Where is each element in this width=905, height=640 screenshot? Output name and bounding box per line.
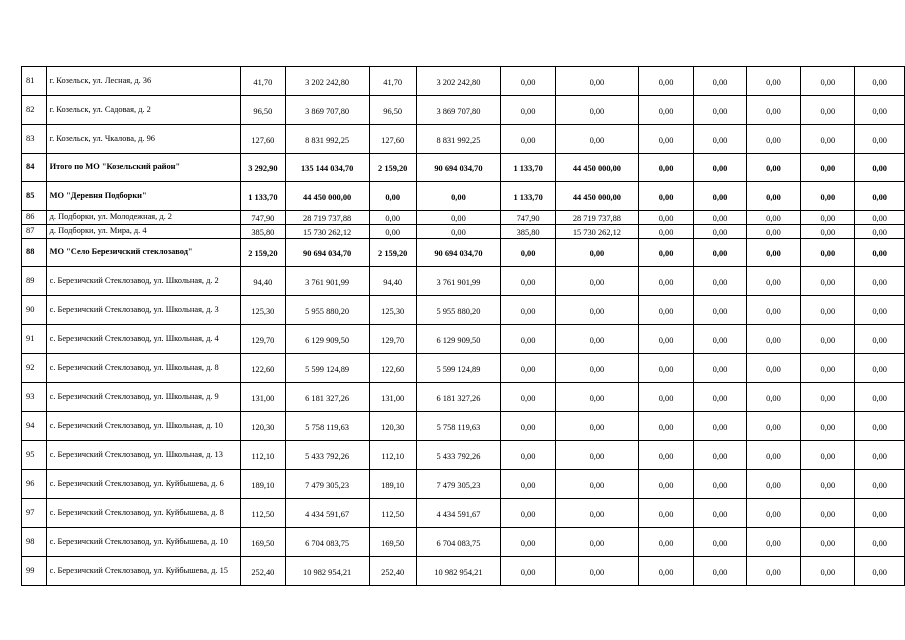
- cell-cost-b: 0,00: [556, 125, 639, 154]
- cell-cost-total: 5 433 792,26: [285, 441, 369, 470]
- cell-area-b: 0,00: [501, 96, 556, 125]
- cell-address: с. Березичский Стеклозавод, ул. Школьная, д. 4: [46, 325, 240, 354]
- cell-area-a: 112,10: [369, 441, 416, 470]
- cell-row-number: 93: [22, 383, 47, 412]
- cell-col-13: 0,00: [855, 499, 905, 528]
- cell-col-12: 0,00: [801, 182, 855, 211]
- cell-cost-a: 5 433 792,26: [416, 441, 500, 470]
- cell-col-13: 0,00: [855, 412, 905, 441]
- cell-col-9: 0,00: [638, 499, 694, 528]
- cell-cost-a: 90 694 034,70: [416, 154, 500, 182]
- cell-address: с. Березичский Стеклозавод, ул. Куйбышева, д. 8: [46, 499, 240, 528]
- cell-cost-b: 0,00: [556, 239, 639, 267]
- cell-area-b: 0,00: [501, 412, 556, 441]
- cell-cost-total: 6 704 083,75: [285, 528, 369, 557]
- cell-row-number: 88: [22, 239, 47, 267]
- cell-col-13: 0,00: [855, 383, 905, 412]
- cell-col-13: 0,00: [855, 354, 905, 383]
- cell-area-b: 1 133,70: [501, 182, 556, 211]
- cell-col-9: 0,00: [638, 296, 694, 325]
- cell-address: д. Подборки, ул. Молодежная, д. 2: [46, 211, 240, 225]
- cell-cost-a: 3 869 707,80: [416, 96, 500, 125]
- cell-area-total: 96,50: [241, 96, 285, 125]
- cell-address: с. Березичский Стеклозавод, ул. Школьная, д. 13: [46, 441, 240, 470]
- cell-col-13: 0,00: [855, 239, 905, 267]
- cell-col-13: 0,00: [855, 267, 905, 296]
- cell-area-a: 125,30: [369, 296, 416, 325]
- cell-col-10: 0,00: [694, 96, 746, 125]
- cell-area-b: 0,00: [501, 499, 556, 528]
- cell-cost-a: 10 982 954,21: [416, 557, 500, 586]
- cell-area-b: 0,00: [501, 325, 556, 354]
- cell-area-b: 0,00: [501, 125, 556, 154]
- cell-col-11: 0,00: [746, 528, 801, 557]
- cell-col-11: 0,00: [746, 383, 801, 412]
- table-body: [22, 67, 905, 586]
- cell-cost-b: 44 450 000,00: [556, 182, 639, 211]
- cell-col-13: 0,00: [855, 528, 905, 557]
- cell-col-9: 0,00: [638, 528, 694, 557]
- cell-area-b: 385,80: [501, 225, 556, 239]
- cell-col-12: 0,00: [801, 412, 855, 441]
- cell-col-11: 0,00: [746, 296, 801, 325]
- cell-cost-b: 0,00: [556, 267, 639, 296]
- cell-area-total: 385,80: [241, 225, 285, 239]
- cell-area-total: 125,30: [241, 296, 285, 325]
- cell-cost-a: 7 479 305,23: [416, 470, 500, 499]
- cell-col-13: 0,00: [855, 154, 905, 182]
- cell-address: г. Козельск, ул. Лесная, д. 36: [46, 67, 240, 96]
- cell-cost-total: 6 129 909,50: [285, 325, 369, 354]
- cell-area-b: 0,00: [501, 67, 556, 96]
- cell-address: с. Березичский Стеклозавод, ул. Школьная, д. 3: [46, 296, 240, 325]
- table-row: [22, 557, 905, 586]
- cell-col-10: 0,00: [694, 499, 746, 528]
- cell-cost-a: 5 599 124,89: [416, 354, 500, 383]
- cell-col-12: 0,00: [801, 67, 855, 96]
- cell-area-a: 41,70: [369, 67, 416, 96]
- cell-cost-total: 5 955 880,20: [285, 296, 369, 325]
- cell-cost-a: 6 129 909,50: [416, 325, 500, 354]
- cell-col-13: 0,00: [855, 96, 905, 125]
- cell-row-number: 96: [22, 470, 47, 499]
- cell-row-number: 90: [22, 296, 47, 325]
- cell-col-9: 0,00: [638, 211, 694, 225]
- cell-col-11: 0,00: [746, 499, 801, 528]
- cell-col-13: 0,00: [855, 557, 905, 586]
- cell-col-10: 0,00: [694, 441, 746, 470]
- cell-col-10: 0,00: [694, 557, 746, 586]
- cell-col-11: 0,00: [746, 354, 801, 383]
- cell-col-9: 0,00: [638, 325, 694, 354]
- cell-col-11: 0,00: [746, 325, 801, 354]
- table-row: [22, 412, 905, 441]
- cell-area-a: 120,30: [369, 412, 416, 441]
- cell-col-10: 0,00: [694, 325, 746, 354]
- cell-address: д. Подборки, ул. Мира, д. 4: [46, 225, 240, 239]
- cell-area-total: 122,60: [241, 354, 285, 383]
- cell-col-13: 0,00: [855, 211, 905, 225]
- cell-col-11: 0,00: [746, 211, 801, 225]
- cell-cost-a: 0,00: [416, 182, 500, 211]
- cell-col-10: 0,00: [694, 125, 746, 154]
- cell-cost-total: 3 202 242,80: [285, 67, 369, 96]
- table-row: [22, 211, 905, 225]
- cell-row-number: 82: [22, 96, 47, 125]
- cell-row-number: 87: [22, 225, 47, 239]
- cell-col-12: 0,00: [801, 211, 855, 225]
- cell-cost-b: 15 730 262,12: [556, 225, 639, 239]
- cell-area-total: 127,60: [241, 125, 285, 154]
- cell-cost-total: 7 479 305,23: [285, 470, 369, 499]
- cell-cost-a: 6 704 083,75: [416, 528, 500, 557]
- cell-area-b: 0,00: [501, 354, 556, 383]
- cell-cost-a: 5 758 119,63: [416, 412, 500, 441]
- cell-row-number: 97: [22, 499, 47, 528]
- cell-col-9: 0,00: [638, 267, 694, 296]
- cell-col-10: 0,00: [694, 470, 746, 499]
- cell-col-13: 0,00: [855, 125, 905, 154]
- cell-address: г. Козельск, ул. Чкалова, д. 96: [46, 125, 240, 154]
- cell-cost-a: 8 831 992,25: [416, 125, 500, 154]
- table-row: [22, 96, 905, 125]
- table-row: [22, 528, 905, 557]
- housing-program-table: [21, 66, 905, 586]
- cell-cost-b: 0,00: [556, 296, 639, 325]
- cell-cost-total: 10 982 954,21: [285, 557, 369, 586]
- cell-col-13: 0,00: [855, 470, 905, 499]
- cell-col-9: 0,00: [638, 239, 694, 267]
- table-row: [22, 67, 905, 96]
- cell-cost-b: 0,00: [556, 96, 639, 125]
- cell-area-total: 120,30: [241, 412, 285, 441]
- cell-cost-b: 0,00: [556, 383, 639, 412]
- cell-area-b: 0,00: [501, 267, 556, 296]
- cell-cost-total: 90 694 034,70: [285, 239, 369, 267]
- cell-col-9: 0,00: [638, 125, 694, 154]
- cell-cost-total: 5 758 119,63: [285, 412, 369, 441]
- cell-area-a: 112,50: [369, 499, 416, 528]
- cell-row-number: 94: [22, 412, 47, 441]
- table-row: [22, 470, 905, 499]
- cell-address: с. Березичский Стеклозавод, ул. Школьная, д. 10: [46, 412, 240, 441]
- cell-area-total: 41,70: [241, 67, 285, 96]
- cell-area-b: 0,00: [501, 239, 556, 267]
- cell-cost-b: 0,00: [556, 412, 639, 441]
- cell-address: с. Березичский Стеклозавод, ул. Куйбышева, д. 6: [46, 470, 240, 499]
- cell-area-total: 112,50: [241, 499, 285, 528]
- cell-address: с. Березичский Стеклозавод, ул. Куйбышева, д. 15: [46, 557, 240, 586]
- cell-col-9: 0,00: [638, 383, 694, 412]
- cell-address: Итого по МО "Козельский район": [46, 154, 240, 182]
- cell-col-12: 0,00: [801, 125, 855, 154]
- cell-col-9: 0,00: [638, 354, 694, 383]
- cell-col-12: 0,00: [801, 96, 855, 125]
- cell-address: с. Березичский Стеклозавод, ул. Школьная, д. 9: [46, 383, 240, 412]
- cell-col-10: 0,00: [694, 211, 746, 225]
- cell-area-a: 0,00: [369, 182, 416, 211]
- table-row: [22, 154, 905, 182]
- cell-col-12: 0,00: [801, 528, 855, 557]
- cell-area-total: 169,50: [241, 528, 285, 557]
- cell-col-11: 0,00: [746, 225, 801, 239]
- cell-col-10: 0,00: [694, 239, 746, 267]
- cell-col-10: 0,00: [694, 154, 746, 182]
- cell-col-10: 0,00: [694, 383, 746, 412]
- cell-area-b: 0,00: [501, 296, 556, 325]
- cell-address: с. Березичский Стеклозавод, ул. Школьная, д. 8: [46, 354, 240, 383]
- cell-cost-a: 3 761 901,99: [416, 267, 500, 296]
- cell-area-a: 96,50: [369, 96, 416, 125]
- table-row: [22, 383, 905, 412]
- cell-col-9: 0,00: [638, 225, 694, 239]
- cell-area-a: 0,00: [369, 225, 416, 239]
- cell-col-10: 0,00: [694, 67, 746, 96]
- cell-cost-b: 0,00: [556, 441, 639, 470]
- cell-area-a: 0,00: [369, 211, 416, 225]
- cell-col-12: 0,00: [801, 267, 855, 296]
- cell-cost-b: 0,00: [556, 528, 639, 557]
- cell-col-11: 0,00: [746, 412, 801, 441]
- cell-col-9: 0,00: [638, 557, 694, 586]
- cell-cost-b: 0,00: [556, 354, 639, 383]
- cell-area-total: 112,10: [241, 441, 285, 470]
- cell-area-a: 131,00: [369, 383, 416, 412]
- table-row: [22, 267, 905, 296]
- table-row: [22, 441, 905, 470]
- cell-col-9: 0,00: [638, 441, 694, 470]
- cell-col-10: 0,00: [694, 412, 746, 441]
- cell-area-a: 2 159,20: [369, 239, 416, 267]
- cell-cost-a: 90 694 034,70: [416, 239, 500, 267]
- cell-cost-b: 0,00: [556, 325, 639, 354]
- cell-col-11: 0,00: [746, 557, 801, 586]
- cell-col-9: 0,00: [638, 67, 694, 96]
- cell-area-total: 94,40: [241, 267, 285, 296]
- cell-col-9: 0,00: [638, 154, 694, 182]
- cell-col-10: 0,00: [694, 296, 746, 325]
- cell-col-12: 0,00: [801, 383, 855, 412]
- cell-col-12: 0,00: [801, 557, 855, 586]
- cell-address: МО "Деревня Подборки": [46, 182, 240, 211]
- cell-col-13: 0,00: [855, 296, 905, 325]
- cell-col-12: 0,00: [801, 354, 855, 383]
- cell-area-a: 127,60: [369, 125, 416, 154]
- table-row: [22, 499, 905, 528]
- cell-row-number: 86: [22, 211, 47, 225]
- cell-col-11: 0,00: [746, 267, 801, 296]
- cell-area-a: 169,50: [369, 528, 416, 557]
- cell-area-b: 747,90: [501, 211, 556, 225]
- cell-cost-total: 3 869 707,80: [285, 96, 369, 125]
- cell-cost-a: 0,00: [416, 225, 500, 239]
- cell-cost-total: 3 761 901,99: [285, 267, 369, 296]
- cell-col-12: 0,00: [801, 325, 855, 354]
- cell-col-11: 0,00: [746, 154, 801, 182]
- cell-area-total: 131,00: [241, 383, 285, 412]
- cell-cost-a: 5 955 880,20: [416, 296, 500, 325]
- cell-address: МО "Село Березичский стеклозавод": [46, 239, 240, 267]
- table-row: [22, 296, 905, 325]
- cell-address: с. Березичский Стеклозавод, ул. Куйбышева, д. 10: [46, 528, 240, 557]
- cell-col-10: 0,00: [694, 528, 746, 557]
- cell-area-b: 0,00: [501, 528, 556, 557]
- cell-cost-b: 0,00: [556, 67, 639, 96]
- cell-row-number: 83: [22, 125, 47, 154]
- table-row: [22, 225, 905, 239]
- table-row: [22, 125, 905, 154]
- cell-col-9: 0,00: [638, 470, 694, 499]
- cell-row-number: 99: [22, 557, 47, 586]
- cell-row-number: 98: [22, 528, 47, 557]
- cell-cost-total: 15 730 262,12: [285, 225, 369, 239]
- cell-col-12: 0,00: [801, 499, 855, 528]
- cell-col-10: 0,00: [694, 354, 746, 383]
- cell-area-a: 2 159,20: [369, 154, 416, 182]
- cell-cost-total: 4 434 591,67: [285, 499, 369, 528]
- cell-area-b: 0,00: [501, 441, 556, 470]
- cell-col-9: 0,00: [638, 412, 694, 441]
- cell-col-13: 0,00: [855, 325, 905, 354]
- cell-address: с. Березичский Стеклозавод, ул. Школьная, д. 2: [46, 267, 240, 296]
- cell-cost-a: 3 202 242,80: [416, 67, 500, 96]
- cell-col-11: 0,00: [746, 96, 801, 125]
- cell-col-11: 0,00: [746, 441, 801, 470]
- cell-cost-b: 0,00: [556, 470, 639, 499]
- cell-col-12: 0,00: [801, 225, 855, 239]
- cell-area-a: 189,10: [369, 470, 416, 499]
- cell-cost-b: 44 450 000,00: [556, 154, 639, 182]
- cell-cost-b: 28 719 737,88: [556, 211, 639, 225]
- cell-area-b: 1 133,70: [501, 154, 556, 182]
- cell-area-a: 129,70: [369, 325, 416, 354]
- table-row: [22, 182, 905, 211]
- cell-col-12: 0,00: [801, 239, 855, 267]
- cell-area-b: 0,00: [501, 470, 556, 499]
- cell-row-number: 85: [22, 182, 47, 211]
- cell-cost-a: 0,00: [416, 211, 500, 225]
- cell-col-9: 0,00: [638, 182, 694, 211]
- cell-cost-a: 6 181 327,26: [416, 383, 500, 412]
- cell-col-13: 0,00: [855, 67, 905, 96]
- cell-cost-total: 135 144 034,70: [285, 154, 369, 182]
- cell-row-number: 95: [22, 441, 47, 470]
- cell-col-12: 0,00: [801, 296, 855, 325]
- cell-row-number: 89: [22, 267, 47, 296]
- cell-area-a: 252,40: [369, 557, 416, 586]
- cell-cost-total: 6 181 327,26: [285, 383, 369, 412]
- cell-area-total: 189,10: [241, 470, 285, 499]
- cell-col-13: 0,00: [855, 225, 905, 239]
- cell-cost-total: 28 719 737,88: [285, 211, 369, 225]
- cell-col-13: 0,00: [855, 182, 905, 211]
- cell-col-9: 0,00: [638, 96, 694, 125]
- cell-row-number: 84: [22, 154, 47, 182]
- cell-area-total: 2 159,20: [241, 239, 285, 267]
- cell-cost-total: 8 831 992,25: [285, 125, 369, 154]
- cell-area-total: 3 292,90: [241, 154, 285, 182]
- cell-col-11: 0,00: [746, 182, 801, 211]
- cell-col-10: 0,00: [694, 225, 746, 239]
- cell-cost-b: 0,00: [556, 557, 639, 586]
- table-row: [22, 325, 905, 354]
- cell-col-11: 0,00: [746, 125, 801, 154]
- cell-row-number: 81: [22, 67, 47, 96]
- cell-area-total: 252,40: [241, 557, 285, 586]
- cell-area-a: 94,40: [369, 267, 416, 296]
- cell-col-11: 0,00: [746, 67, 801, 96]
- cell-col-13: 0,00: [855, 441, 905, 470]
- cell-area-total: 129,70: [241, 325, 285, 354]
- cell-area-total: 747,90: [241, 211, 285, 225]
- cell-cost-a: 4 434 591,67: [416, 499, 500, 528]
- cell-address: г. Козельск, ул. Садовая, д. 2: [46, 96, 240, 125]
- cell-col-12: 0,00: [801, 441, 855, 470]
- cell-col-10: 0,00: [694, 267, 746, 296]
- table-row: [22, 354, 905, 383]
- cell-area-total: 1 133,70: [241, 182, 285, 211]
- cell-area-b: 0,00: [501, 383, 556, 412]
- table-row: [22, 239, 905, 267]
- cell-cost-total: 5 599 124,89: [285, 354, 369, 383]
- cell-area-b: 0,00: [501, 557, 556, 586]
- cell-col-11: 0,00: [746, 239, 801, 267]
- cell-area-a: 122,60: [369, 354, 416, 383]
- cell-cost-b: 0,00: [556, 499, 639, 528]
- cell-cost-total: 44 450 000,00: [285, 182, 369, 211]
- cell-col-12: 0,00: [801, 154, 855, 182]
- cell-col-10: 0,00: [694, 182, 746, 211]
- cell-col-11: 0,00: [746, 470, 801, 499]
- cell-row-number: 92: [22, 354, 47, 383]
- cell-col-12: 0,00: [801, 470, 855, 499]
- cell-row-number: 91: [22, 325, 47, 354]
